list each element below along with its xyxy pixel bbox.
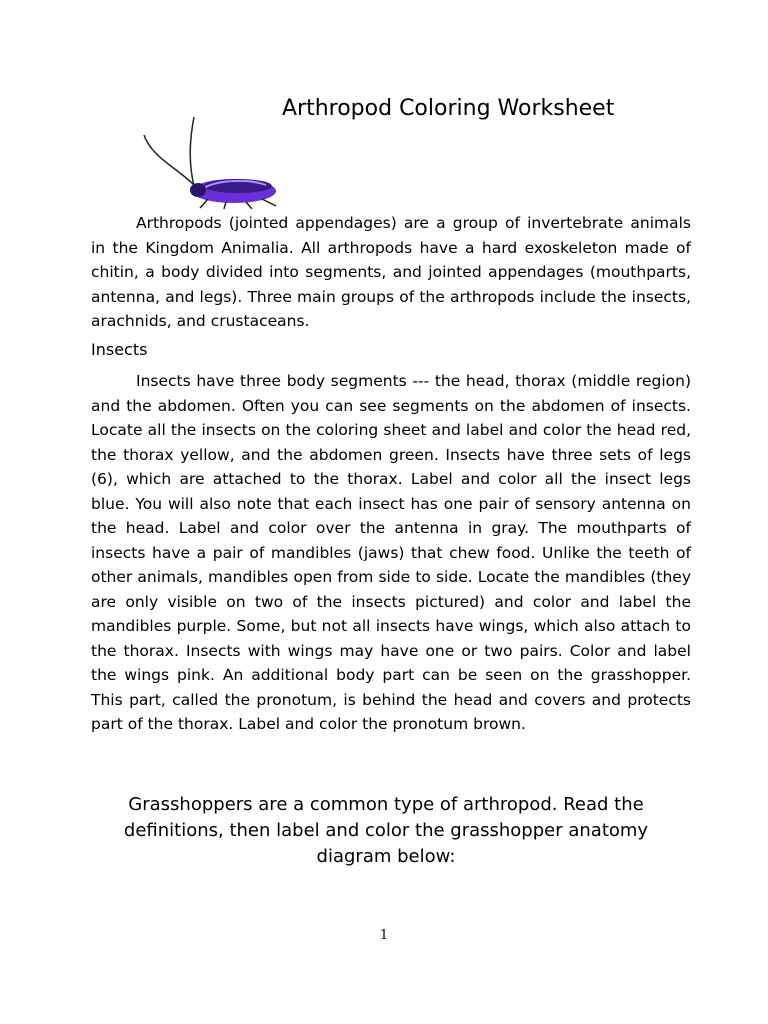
insects-heading: Insects	[91, 340, 148, 359]
grasshopper-instructions: Grasshoppers are a common type of arthropod. Read the definitions, then label and color the grasshopper anatomy diagram below:	[123, 794, 649, 867]
intro-text: Arthropods (jointed appendages) are a group of invertebrate animals in the Kingdom Animalia. All arthropods have a hard exoskeleton made of chitin, a body divided into segments, and jointed appendages (mouthparts, antenna, and legs). Three main groups of the arthropods include the insects, arachnids, and crustaceans.	[91, 214, 691, 330]
page-title: Arthropod Coloring Worksheet	[282, 96, 615, 121]
intro-paragraph	[91, 211, 691, 334]
insects-text: Insects have three body segments --- the head, thorax (middle region) and the abdomen. Often you can see segments on the abdomen of insects. Locate all the insects on the coloring sheet and label and color the head red, the thorax yellow, and the abdomen green. Insects have three sets of legs (6), which are attached to the thorax. Label and color all the insect legs blue. You will also note that each insect has one pair of sensory antenna on the head. Label and color over the antenna in gray. The mouthparts of insects have a pair of mandibles (jaws) that chew food. Unlike the teeth of other animals, mandibles open from side to side. Locate the mandibles (they are only visible on two of the insects pictured) and color and label the mandibles purple. Some, but not all insects have wings, which also attach to the thorax. Insects with wings may have one or two pairs. Color and label the wings pink. An additional body part can be seen on the grasshopper. This part, called the pronotum, is behind the head and covers and protects part of the thorax. Label and color the pronotum brown.	[91, 372, 691, 733]
page-number: 1	[379, 928, 389, 943]
insects-paragraph	[91, 369, 691, 737]
cockroach-icon	[138, 113, 283, 209]
